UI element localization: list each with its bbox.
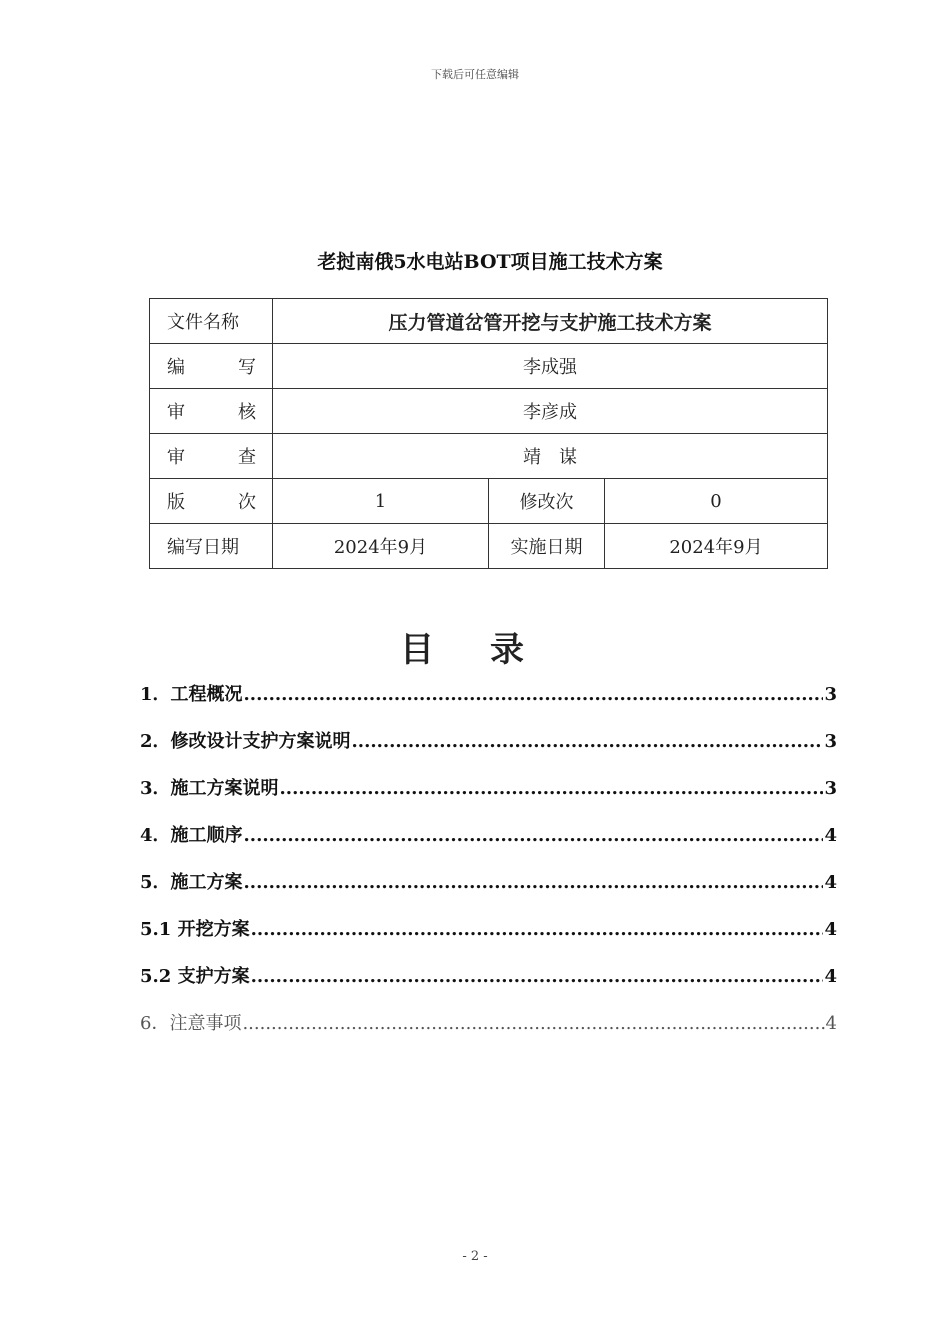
- toc-item-number: 3．: [140, 778, 171, 799]
- revision-value: 0: [605, 479, 828, 524]
- toc-item[interactable]: [140, 680, 837, 727]
- reviewer-value: 李彦成: [273, 389, 828, 434]
- document-info-table: [149, 298, 828, 569]
- toc-item-number: 2．: [140, 731, 171, 752]
- table-row: [150, 344, 828, 389]
- toc-item[interactable]: [140, 821, 837, 868]
- toc-item[interactable]: [140, 868, 837, 915]
- toc-item-text: 施工方案: [170, 872, 243, 893]
- checker-value: 靖 谋: [273, 434, 828, 479]
- checker-label: 审 查: [150, 434, 273, 479]
- toc-leader-dots: [352, 731, 824, 752]
- version-label: 版 次: [150, 479, 273, 524]
- impl-date-value: 2024年9月: [605, 524, 828, 569]
- toc-item-number: 4．: [140, 825, 171, 846]
- document-title: 老挝南俄5水电站BOT项目施工技术方案: [317, 251, 663, 273]
- toc-item-text: 支护方案: [177, 966, 250, 987]
- table-of-contents: [140, 680, 837, 1056]
- toc-item-text: 施工顺序: [170, 825, 243, 846]
- toc-item-text: 注意事项: [169, 1013, 242, 1034]
- toc-leader-dots: [251, 966, 824, 987]
- version-value: 1: [273, 479, 489, 524]
- toc-item-number: 5.2: [140, 966, 178, 987]
- toc-item[interactable]: [140, 962, 837, 1009]
- toc-item[interactable]: [140, 727, 837, 774]
- toc-leader-dots: [244, 684, 824, 705]
- toc-item-number: 1．: [140, 684, 171, 705]
- impl-date-label: 实施日期: [489, 524, 605, 569]
- write-date-label: 编写日期: [150, 524, 273, 569]
- page-number: - 2 -: [462, 1249, 488, 1264]
- toc-leader-dots: [244, 825, 824, 846]
- toc-item-page: 4: [824, 919, 837, 940]
- toc-item[interactable]: [140, 1009, 837, 1056]
- toc-item[interactable]: [140, 915, 837, 962]
- toc-item-page: 3: [824, 731, 837, 752]
- write-date-value: 2024年9月: [273, 524, 489, 569]
- toc-item[interactable]: [140, 774, 837, 821]
- toc-item-page: 3: [824, 684, 837, 705]
- toc-leader-dots: [244, 872, 824, 893]
- toc-item-text: 修改设计支护方案说明: [170, 731, 351, 752]
- toc-item-number: 5．: [140, 872, 171, 893]
- toc-leader-dots: [280, 778, 824, 799]
- toc-item-number: 6．: [140, 1013, 170, 1034]
- toc-item-page: 4: [824, 872, 837, 893]
- toc-title: 目录: [400, 630, 580, 670]
- table-row: [150, 434, 828, 479]
- toc-item-page: 4: [824, 966, 837, 987]
- table-row: [150, 479, 828, 524]
- toc-item-text: 施工方案说明: [170, 778, 279, 799]
- file-name-value: 压力管道岔管开挖与支护施工技术方案: [273, 299, 828, 344]
- toc-item-page: 4: [825, 1013, 837, 1034]
- file-name-label: 文件名称: [150, 299, 273, 344]
- table-row: [150, 299, 828, 344]
- toc-item-text: 开挖方案: [177, 919, 250, 940]
- toc-item-text: 工程概况: [170, 684, 243, 705]
- toc-item-number: 5.1: [140, 919, 178, 940]
- reviewer-label: 审 核: [150, 389, 273, 434]
- table-row: [150, 389, 828, 434]
- toc-item-page: 4: [824, 825, 837, 846]
- toc-leader-dots: [251, 919, 824, 940]
- author-value: 李成强: [273, 344, 828, 389]
- header-note: 下载后可任意编辑: [431, 68, 519, 81]
- table-row: [150, 524, 828, 569]
- revision-label: 修改次: [489, 479, 605, 524]
- toc-item-page: 3: [824, 778, 837, 799]
- author-label: 编 写: [150, 344, 273, 389]
- toc-leader-dots: [242, 1013, 824, 1034]
